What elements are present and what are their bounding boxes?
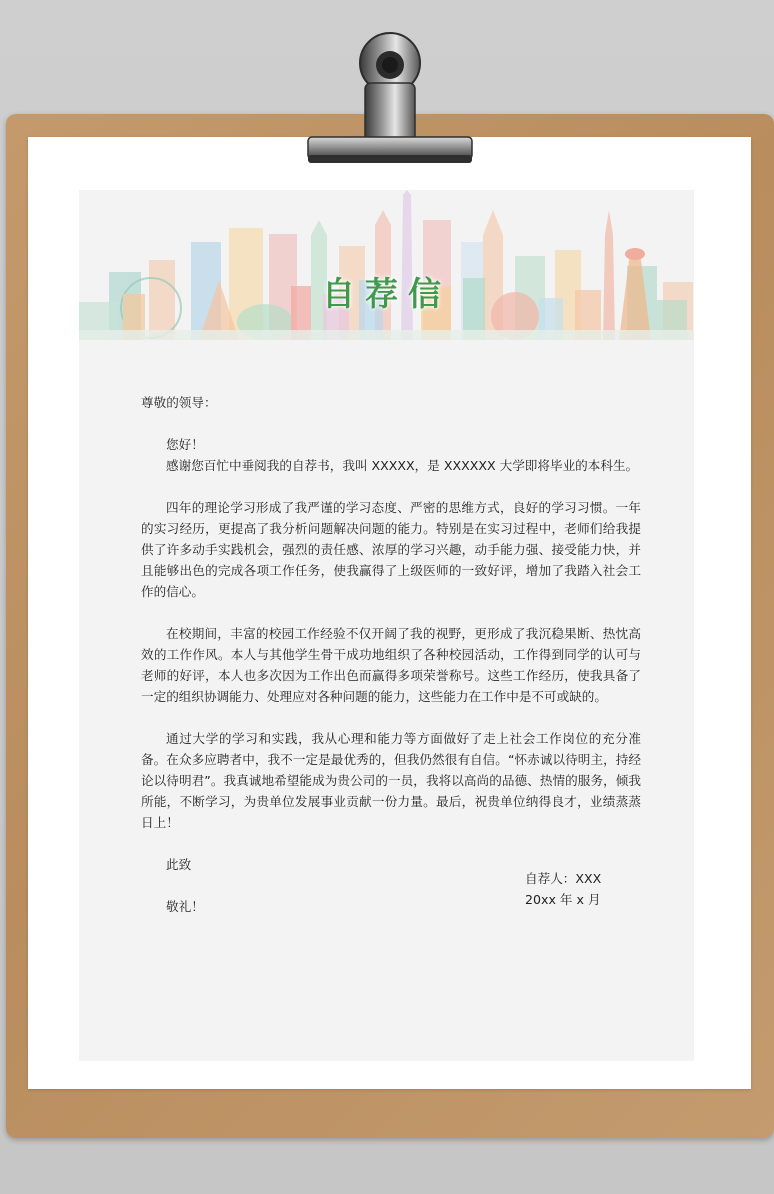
- salutation: 尊敬的领导：: [141, 395, 217, 410]
- skyline-banner: [79, 190, 694, 340]
- closing-1: 此致: [166, 857, 192, 872]
- binder-clip-icon: [305, 25, 475, 175]
- paragraph-2: 在校期间，丰富的校园工作经验不仅开阔了我的视野，更形成了我沉稳果断、热忱高效的工作作风。本人与其他学生骨干成功地组织了各种校园活动，工作得到同学的认可与老师的好评，本人也多次因为工作出色而赢得多项荣誉称号。这些工作经历，使我具备了一定的组织协调能力、处理应对各种问题的能力，这些能力在工作中是不可或缺的。: [141, 626, 641, 704]
- closing-2: 敬礼！: [166, 899, 204, 914]
- greeting: 您好！: [166, 437, 204, 452]
- paragraph-1: 四年的理论学习形成了我严谨的学习态度、严密的思维方式，良好的学习习惯。一年的实习经历，更提高了我分析问题解决问题的能力。特别是在实习过程中，老师们给我提供了许多动手实践机会，强烈的责任感、浓厚的学习兴趣，动手能力强、接受能力快，并且能够出色的完成各项工作任务，使我赢得了上级医师的一致好评，增加了我踏入社会工作的信心。: [141, 500, 641, 599]
- letter-body: [141, 392, 641, 917]
- paragraph-3: 通过大学的学习和实践，我从心理和能力等方面做好了走上社会工作岗位的充分准备。在众多应聘者中，我不一定是最优秀的，但我仍然很有自信。“怀赤诚以待明主，持经论以待明君”。我真诚地希望能成为贵公司的一员，我将以高尚的品德、热情的服务，倾我所能，不断学习，为贵单位发展事业贡献一份力量。最后，祝贵单位纳得良才，业绩蒸蒸日上！: [141, 731, 641, 830]
- signature-block: [525, 868, 601, 910]
- date: 20xx 年 x 月: [525, 892, 601, 907]
- city-skyline-illustration: [79, 190, 694, 340]
- letter-page: [79, 190, 694, 1061]
- signature: 自荐人：XXX: [525, 871, 602, 886]
- intro-line: 感谢您百忙中垂阅我的自荐书，我叫 XXXXX，是 XXXXXX 大学即将毕业的本科生。: [166, 458, 639, 473]
- letter-title: 自荐信: [322, 274, 451, 313]
